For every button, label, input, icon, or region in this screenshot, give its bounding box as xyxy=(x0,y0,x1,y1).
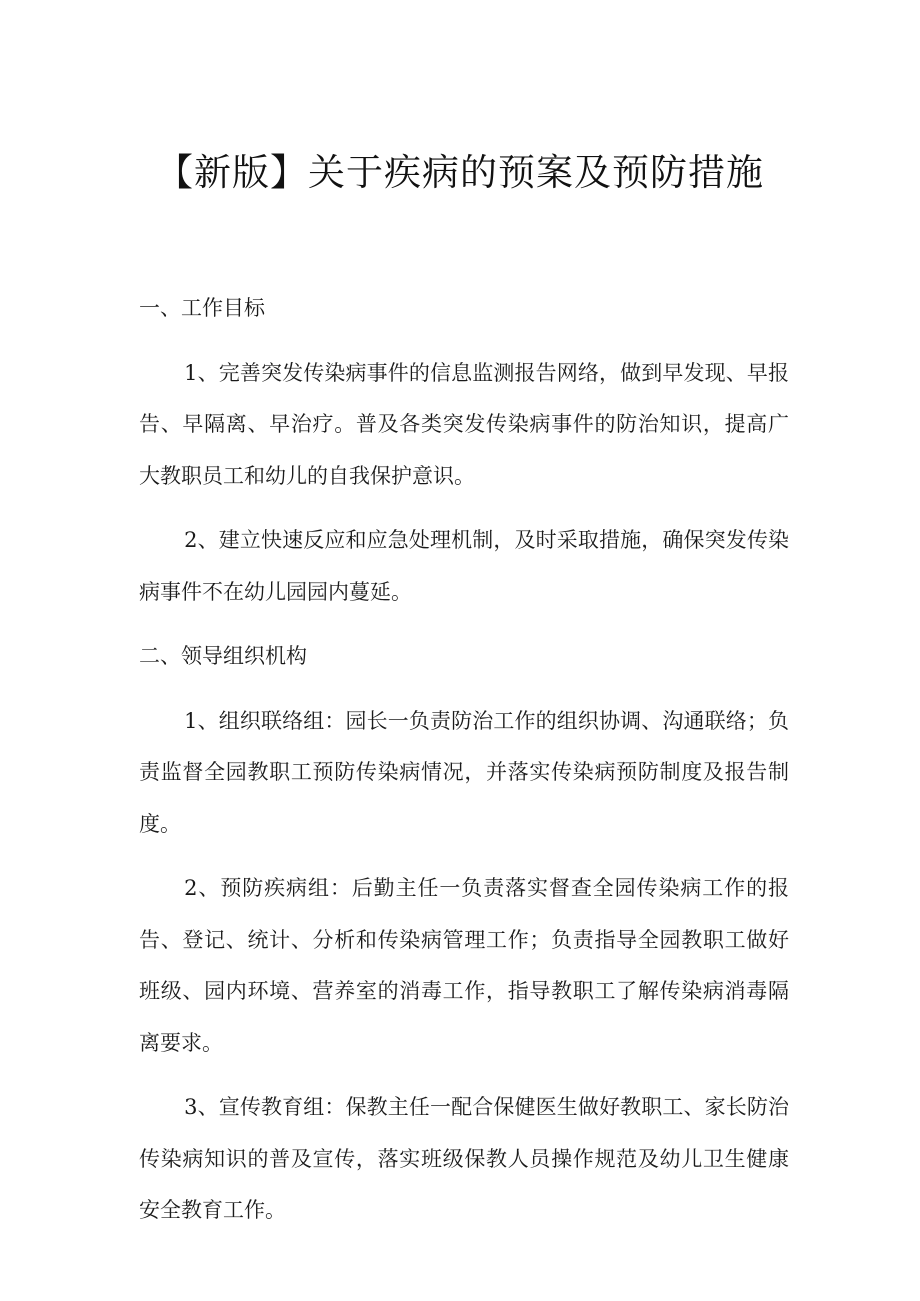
spacer xyxy=(139,1069,789,1082)
paragraph-goal-1: 1、完善突发传染病事件的信息监测报告网络，做到早发现、早报告、早隔离、早治疗。普及各类突发传染病事件的防治知识，提高广大教职员工和幼儿的自我保护意识。 xyxy=(139,360,789,488)
paragraph-liaison-group: 1、组织联络组：园长一负责防治工作的组织协调、沟通联络；负责监督全园教职工预防传染病情况，并落实传染病预防制度及报告制度。 xyxy=(139,708,789,836)
document-title: 【新版】关于疾病的预案及预防措施 xyxy=(156,151,764,194)
spacer xyxy=(139,683,789,696)
spacer xyxy=(139,618,789,631)
paragraph-disease-prevention-group: 2、预防疾病组：后勤主任一负责落实督查全园传染病工作的报告、登记、统计、分析和传染病管理工作；负责指导全园教职工做好班级、园内环境、营养室的消毒工作，指导教职工了解传染病消毒隔离要求。 xyxy=(139,876,789,1055)
section-heading-leadership: 二、领导组织机构 xyxy=(139,644,307,668)
document-body xyxy=(139,283,789,1237)
spacer xyxy=(139,850,789,863)
paragraph-education-group: 3、宣传教育组：保教主任一配合保健医生做好教职工、家长防治传染病知识的普及宣传，落实班级保教人员操作规范及幼儿卫生健康安全教育工作。 xyxy=(139,1095,789,1222)
section-heading-work-goals: 一、工作目标 xyxy=(139,296,265,320)
spacer xyxy=(139,502,789,515)
paragraph-goal-2: 2、建立快速反应和应急处理机制，及时采取措施，确保突发传染病事件不在幼儿园园内蔓延。 xyxy=(139,528,789,604)
spacer xyxy=(139,335,789,348)
